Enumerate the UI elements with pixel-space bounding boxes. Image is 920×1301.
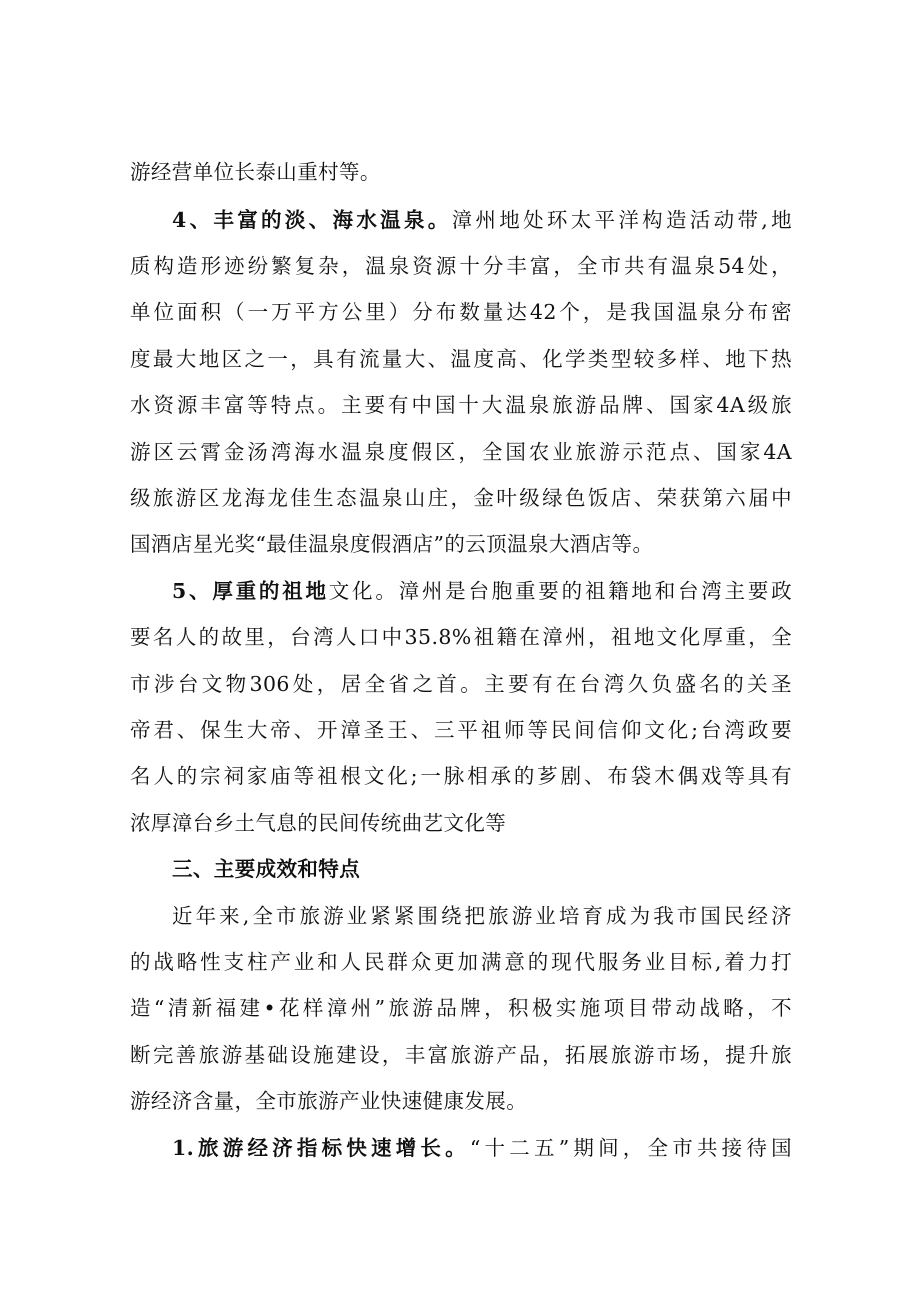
text-line bbox=[172, 200, 792, 240]
paragraph-text: 要名人的故里，台湾人口中35.8%祖籍在漳州，祖地文化厚重，全 bbox=[130, 625, 792, 649]
text-line bbox=[130, 1081, 792, 1121]
paragraph-text: 漳州地处环太平洋构造活动带,地 bbox=[451, 208, 792, 232]
paragraph-text: 造“清新福建•花样漳州”旅游品牌，积极实施项目带动战略，不 bbox=[130, 996, 792, 1020]
paragraph-text: 度最大地区之一，具有流量大、温度高、化学类型较多样、地下热 bbox=[130, 347, 792, 371]
paragraph-heading: 1.旅游经济指标快速增长。 bbox=[172, 1136, 470, 1160]
text-line bbox=[172, 1128, 792, 1168]
text-line bbox=[130, 942, 792, 982]
text-line bbox=[130, 246, 792, 286]
text-line bbox=[130, 664, 792, 704]
paragraph-text: 名人的宗祠家庙等祖根文化;一脉相承的芗剧、布袋木偶戏等具有 bbox=[130, 764, 792, 788]
text-line bbox=[130, 710, 792, 750]
text-line bbox=[130, 803, 792, 843]
paragraph-heading: 5、厚重的祖地 bbox=[172, 579, 329, 603]
text-line bbox=[130, 385, 792, 425]
text-line bbox=[130, 478, 792, 518]
paragraph-text: 游经营单位长泰山重村等。 bbox=[130, 160, 381, 184]
paragraph-text: 文化。漳州是台胞重要的祖籍地和台湾主要政 bbox=[328, 579, 792, 603]
text-line bbox=[130, 756, 792, 796]
text-line bbox=[172, 896, 792, 936]
text-line bbox=[130, 1035, 792, 1075]
paragraph-text: 质构造形迹纷繁复杂，温泉资源十分丰富，全市共有温泉54处， bbox=[130, 254, 792, 278]
paragraph-text: 国酒店星光奖“最佳温泉度假酒店”的云顶温泉大酒店等。 bbox=[130, 532, 654, 556]
section-heading bbox=[172, 849, 792, 889]
text-line bbox=[130, 524, 792, 564]
paragraph-text: 的战略性支柱产业和人民群众更加满意的现代服务业目标,着力打 bbox=[130, 950, 792, 974]
text-line bbox=[130, 152, 792, 192]
paragraph-text: 断完善旅游基础设施建设，丰富旅游产品，拓展旅游市场，提升旅 bbox=[130, 1043, 792, 1067]
paragraph-text: 游经济含量，全市旅游产业快速健康发展。 bbox=[130, 1089, 528, 1113]
text-line bbox=[130, 988, 792, 1028]
text-line bbox=[130, 617, 792, 657]
paragraph-text: 浓厚漳台乡土气息的民间传统曲艺文化等 bbox=[130, 811, 507, 835]
text-line bbox=[172, 571, 792, 611]
paragraph-text: 级旅游区龙海龙佳生态温泉山庄，金叶级绿色饭店、荣获第六届中 bbox=[130, 486, 792, 510]
paragraph-text: “十二五”期间，全市共接待国 bbox=[469, 1136, 792, 1160]
paragraph-text: 市涉台文物306处，居全省之首。主要有在台湾久负盛名的关圣 bbox=[130, 672, 792, 696]
paragraph-heading: 4、丰富的淡、海水温泉。 bbox=[172, 208, 452, 232]
section-heading-text: 三、主要成效和特点 bbox=[172, 857, 361, 881]
text-line bbox=[130, 292, 792, 332]
paragraph-text: 游区云霄金汤湾海水温泉度假区，全国农业旅游示范点、国家4A bbox=[130, 440, 792, 464]
text-line bbox=[130, 432, 792, 472]
paragraph-text: 帝君、保生大帝、开漳圣王、三平祖师等民间信仰文化;台湾政要 bbox=[130, 718, 792, 742]
text-line bbox=[130, 339, 792, 379]
paragraph-text: 近年来,全市旅游业紧紧围绕把旅游业培育成为我市国民经济 bbox=[172, 904, 792, 928]
paragraph-text: 水资源丰富等特点。主要有中国十大温泉旅游品牌、国家4A级旅 bbox=[130, 393, 792, 417]
paragraph-text: 单位面积（一万平方公里）分布数量达42个，是我国温泉分布密 bbox=[130, 300, 792, 324]
